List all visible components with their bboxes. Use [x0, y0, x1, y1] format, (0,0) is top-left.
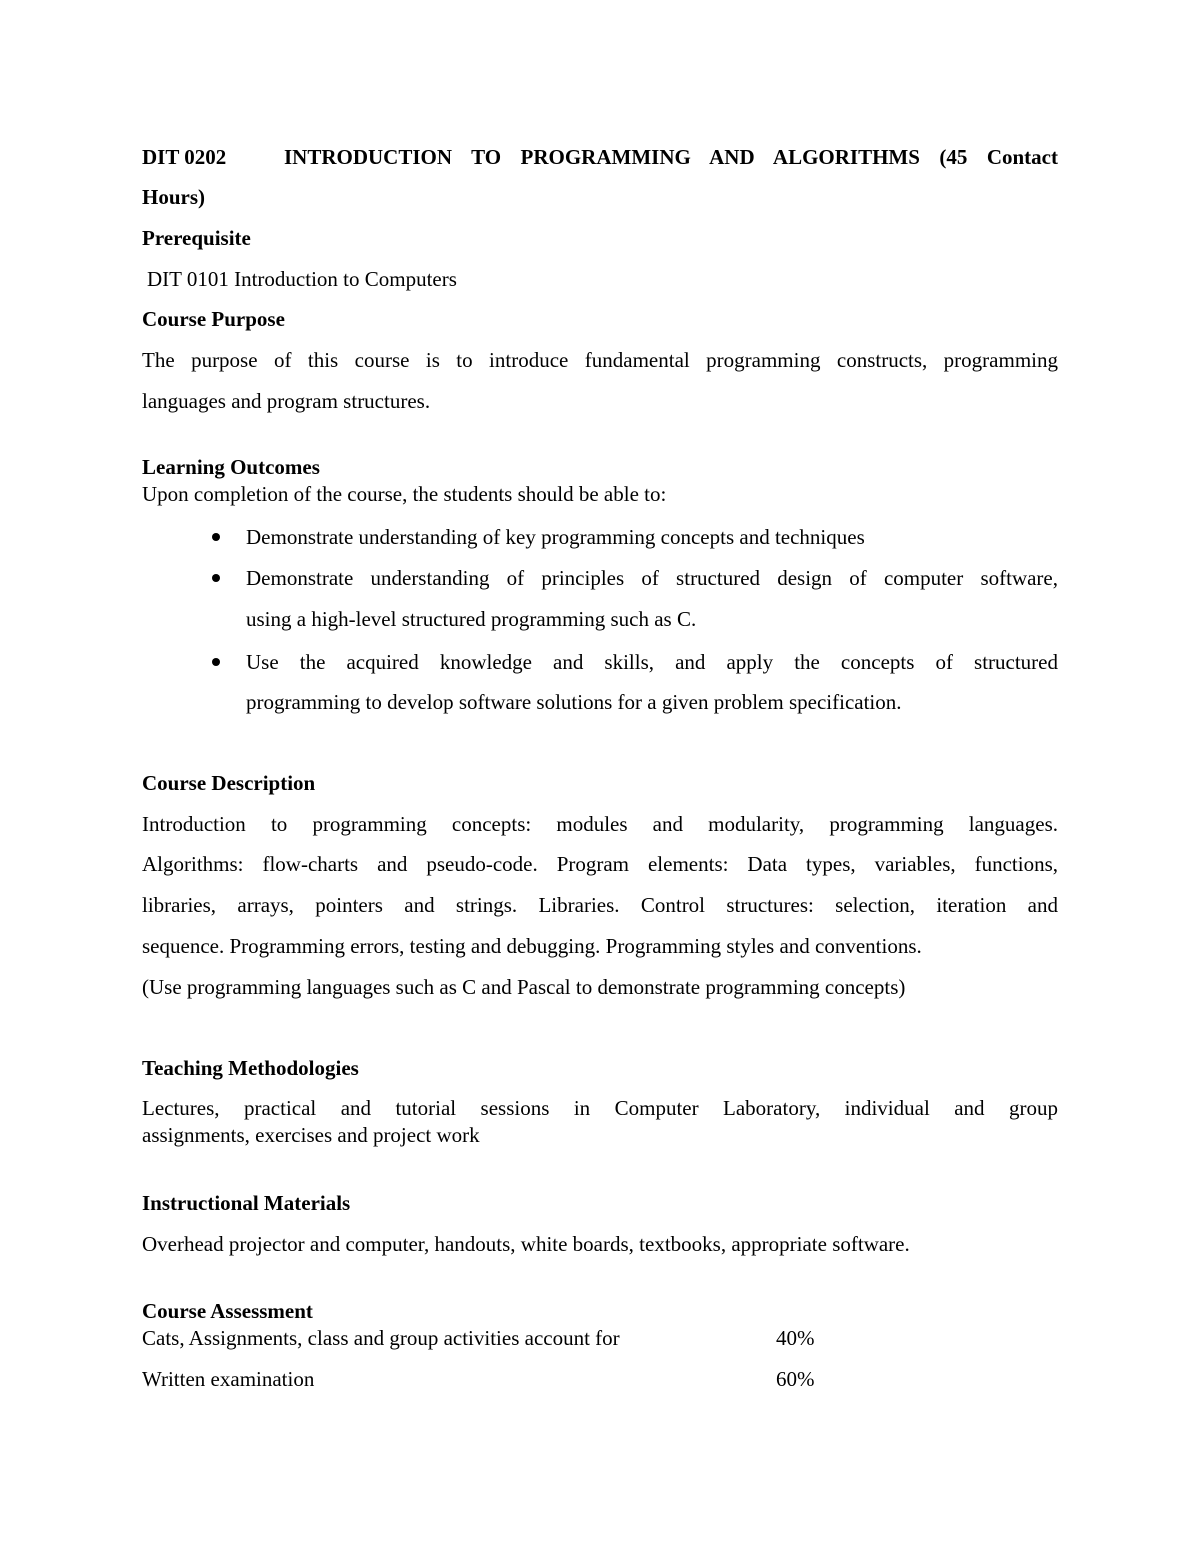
- description-heading: Course Description: [142, 771, 316, 795]
- purpose-heading: Course Purpose: [142, 307, 285, 331]
- assessment-row-2-value: 60%: [776, 1367, 815, 1391]
- teaching-heading: Teaching Methodologies: [142, 1056, 359, 1080]
- bullet-icon: [212, 658, 220, 666]
- outcome-item-2-line-1: Demonstrate understanding of principles of structured design of computer software,: [246, 566, 1058, 590]
- teaching-line-2: assignments, exercises and project work: [142, 1123, 480, 1147]
- teaching-line-1: Lectures, practical and tutorial sessions in Computer Laboratory, individual and group: [142, 1096, 1058, 1120]
- course-title: INTRODUCTION TO PROGRAMMING AND ALGORITHMS (45 Contact: [284, 145, 1058, 169]
- outcome-item-3-line-1: Use the acquired knowledge and skills, and apply the concepts of structured: [246, 650, 1058, 674]
- description-line-4: sequence. Programming errors, testing and debugging. Programming styles and conventions.: [142, 934, 922, 958]
- outcome-item-3-line-2: programming to develop software solutions for a given problem specification.: [246, 690, 902, 714]
- prerequisite-heading: Prerequisite: [142, 226, 251, 250]
- assessment-heading: Course Assessment: [142, 1299, 313, 1323]
- description-line-1: Introduction to programming concepts: modules and modularity, programming languages.: [142, 812, 1058, 836]
- purpose-text-line-1: The purpose of this course is to introduce fundamental programming constructs, programming: [142, 348, 1058, 372]
- prerequisite-text: DIT 0101 Introduction to Computers: [147, 267, 457, 291]
- description-line-2: Algorithms: flow-charts and pseudo-code. Program elements: Data types, variables, functions,: [142, 852, 1058, 876]
- outcome-item-1: Demonstrate understanding of key programming concepts and techniques: [246, 525, 865, 549]
- description-line-3: libraries, arrays, pointers and strings. Libraries. Control structures: selection, iteration and: [142, 893, 1058, 917]
- materials-heading: Instructional Materials: [142, 1191, 351, 1215]
- course-code: DIT 0202: [142, 145, 227, 169]
- outcomes-intro: Upon completion of the course, the students should be able to:: [142, 482, 667, 506]
- assessment-row-1-label: Cats, Assignments, class and group activities account for: [142, 1326, 620, 1350]
- description-line-5: (Use programming languages such as C and Pascal to demonstrate programming concepts): [142, 975, 906, 999]
- bullet-icon: [212, 533, 220, 541]
- assessment-row-1-value: 40%: [776, 1326, 815, 1350]
- course-title-continued: Hours): [142, 185, 205, 209]
- bullet-icon: [212, 574, 220, 582]
- assessment-row-2-label: Written examination: [142, 1367, 315, 1391]
- purpose-text-line-2: languages and program structures.: [142, 389, 431, 413]
- outcomes-heading: Learning Outcomes: [142, 455, 320, 479]
- materials-text: Overhead projector and computer, handouts, white boards, textbooks, appropriate software.: [142, 1232, 910, 1256]
- outcome-item-2-line-2: using a high-level structured programming such as C.: [246, 607, 697, 631]
